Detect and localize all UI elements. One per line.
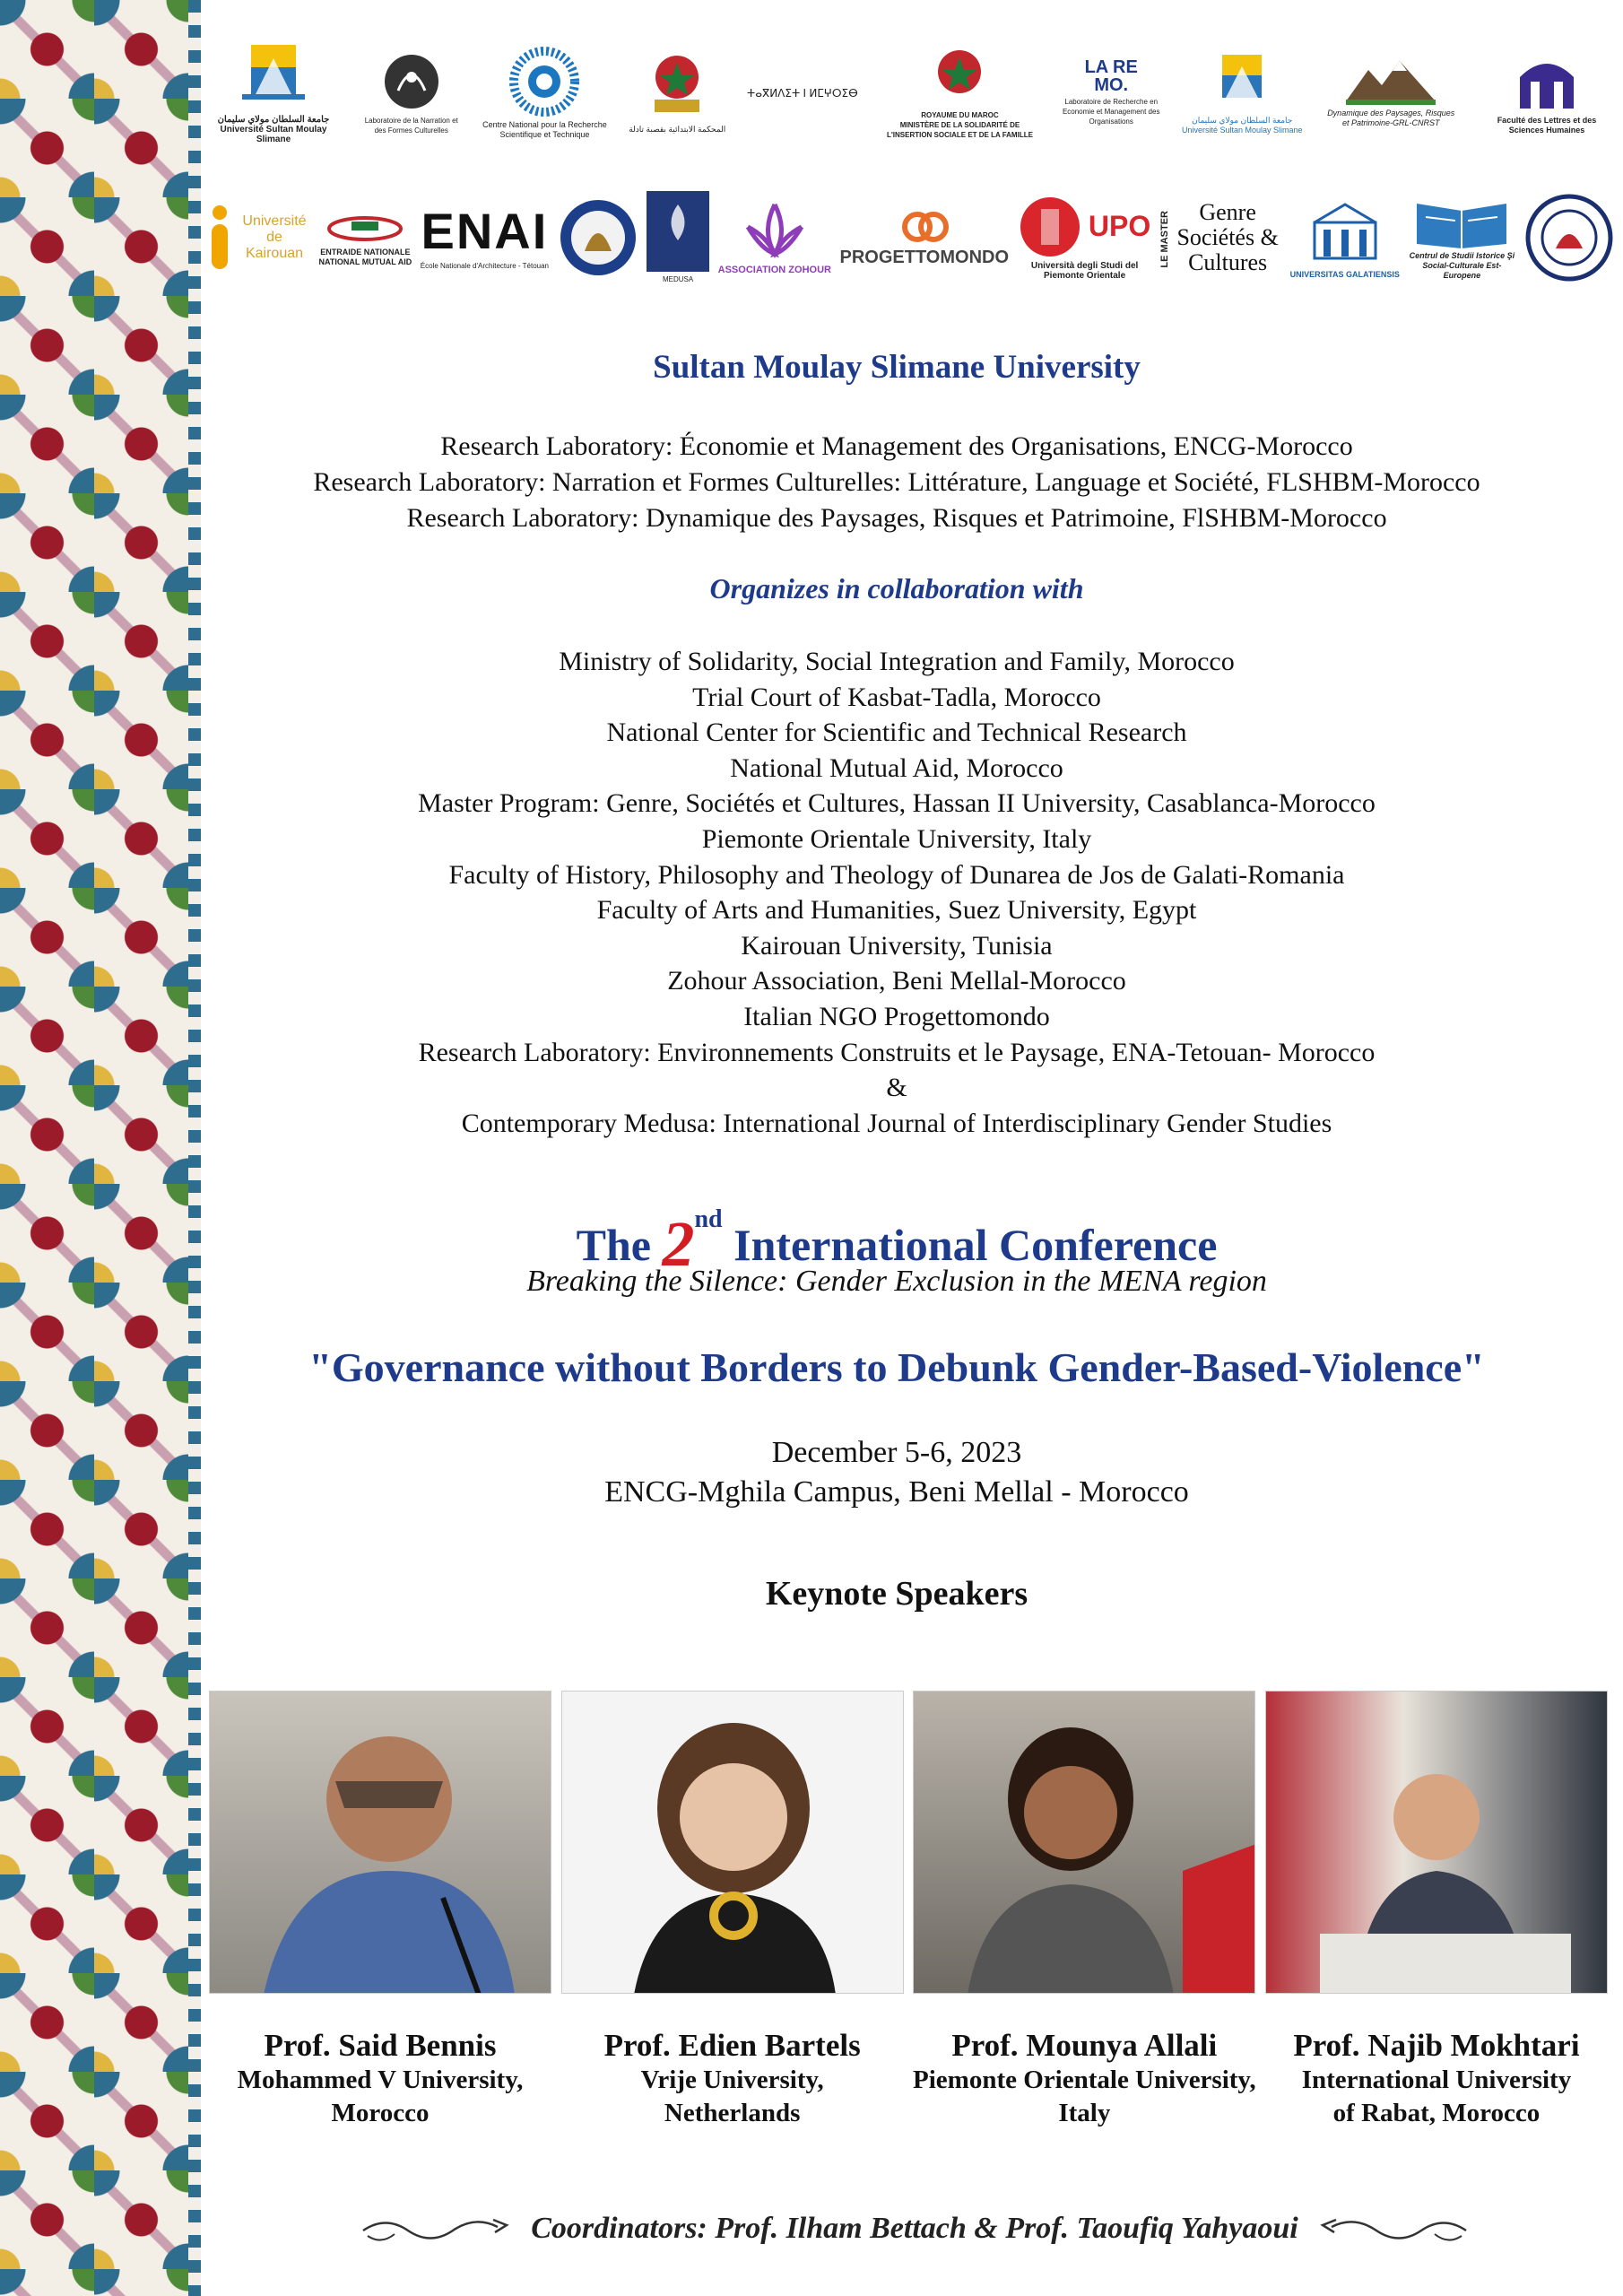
mutual-aid-logo: ENTRAIDE NATIONALE NATIONAL MUTUAL AID bbox=[319, 209, 412, 267]
upo-wordmark: UPO bbox=[1088, 210, 1151, 242]
right-flourish-icon bbox=[1318, 2211, 1471, 2247]
conference-prefix: The bbox=[576, 1220, 651, 1270]
partner-logos-row-2 bbox=[206, 184, 1614, 291]
ena-logo: ENAI École Nationale d'Architecture - Tétouan bbox=[420, 203, 550, 270]
lab-line: Research Laboratory: Dynamique des Paysages, Risques et Patrimoine, FlSHBM-Morocco bbox=[406, 503, 1387, 533]
partner-line: Faculty of Arts and Humanities, Suez University, Egypt bbox=[596, 895, 1197, 926]
partner-line: Master Program: Genre, Sociétés et Cultures, Hassan II University, Casablanca-Morocco bbox=[418, 788, 1376, 819]
upo-logo: UPO Università degli Studi del Piemonte Orientale bbox=[1018, 196, 1152, 281]
centrul-studii-logo: Centrul de Studii Istorice Şi Social-Culturale Est-Europene bbox=[1408, 195, 1515, 281]
partner-line: National Center for Scientific and Technical Research bbox=[606, 718, 1187, 748]
lab-line: Research Laboratory: Narration et Formes Culturelles: Littérature, Language et Société, FLSHBM-Morocco bbox=[313, 467, 1480, 497]
coordinators-row bbox=[287, 2202, 1542, 2256]
speaker-card bbox=[560, 1691, 905, 2130]
kairouan-wordmark: Université de Kairouan bbox=[242, 213, 307, 261]
genre-wordmark: Genre Sociétés & Cultures bbox=[1176, 199, 1279, 275]
ordinal-suffix: nd bbox=[694, 1205, 723, 1233]
cnrst-logo: Centre National pour la Recherche Scientifique et Technique bbox=[482, 46, 607, 140]
speaker-photo bbox=[561, 1691, 904, 1994]
partner-line: Italian NGO Progettomondo bbox=[743, 1001, 1050, 1031]
partner-line: National Mutual Aid, Morocco bbox=[730, 752, 1063, 783]
speaker-affiliation: Mohammed V University, bbox=[237, 2066, 524, 2094]
progettomondo-logo bbox=[840, 207, 1010, 268]
conference-subtitle: Breaking the Silence: Gender Exclusion in the MENA region bbox=[526, 1265, 1267, 1298]
keynote-heading: Keynote Speakers bbox=[765, 1575, 1028, 1613]
speaker-affiliation: Netherlands bbox=[664, 2099, 801, 2127]
galati-logo bbox=[558, 197, 638, 278]
partners-list bbox=[206, 644, 1587, 1141]
speaker-card bbox=[1264, 1691, 1609, 2130]
partner-line: Piemonte Orientale University, Italy bbox=[701, 823, 1092, 854]
partner-line: Contemporary Medusa: International Journal of Interdisciplinary Gender Studies bbox=[461, 1108, 1332, 1138]
speaker-card bbox=[208, 1691, 552, 2130]
partner-line: Trial Court of Kasbat-Tadla, Morocco bbox=[692, 682, 1101, 712]
speaker-name: Prof. Edien Bartels bbox=[603, 2028, 861, 2063]
collaboration-heading: Organizes in collaboration with bbox=[709, 572, 1084, 604]
partner-line: Zohour Association, Beni Mellal-Morocco bbox=[667, 966, 1126, 996]
suez-university-logo bbox=[1524, 193, 1614, 283]
conference-name: International Conference bbox=[733, 1220, 1218, 1270]
conference-date-venue bbox=[206, 1433, 1587, 1512]
laremo-wordmark: LA RE MO. bbox=[1084, 57, 1138, 95]
left-flourish-icon bbox=[359, 2211, 511, 2247]
university-title: Sultan Moulay Slimane University bbox=[653, 349, 1141, 386]
ministry-solidarity-logo: ROYAUME DU MAROC MINISTÈRE DE LA SOLIDARITÉ DE L'INSERTION SOCIALE ET DE LA FAMILLE bbox=[879, 45, 1040, 140]
ena-wordmark: ENAI bbox=[421, 203, 549, 259]
speaker-affiliation: Italy bbox=[1058, 2099, 1111, 2127]
progettomondo-wordmark: PROGETTOMONDO bbox=[839, 248, 1010, 267]
conference-date: December 5-6, 2023 bbox=[771, 1436, 1022, 1469]
paysages-lab-logo: Dynamique des Paysages, Risques et Patrimoine-GRL-CNRST bbox=[1324, 57, 1458, 128]
speaker-name: Prof. Mounya Allali bbox=[951, 2028, 1218, 2063]
decorative-border bbox=[0, 0, 188, 2296]
partner-logos-row-1 bbox=[206, 25, 1614, 160]
coordinators-text: Coordinators: Prof. Ilham Bettach & Prof. Taoufiq Yahyaoui bbox=[531, 2212, 1298, 2245]
partner-line: Research Laboratory: Environnements Construits et le Paysage, ENA-Tetouan- Morocco bbox=[418, 1037, 1376, 1067]
speaker-affiliation: Morocco bbox=[331, 2099, 430, 2127]
zohour-logo: ASSOCIATION ZOHOUR bbox=[718, 200, 831, 275]
lab-line: Research Laboratory: Économie et Management des Organisations, ENCG-Morocco bbox=[440, 431, 1353, 461]
speaker-affiliation: International University bbox=[1301, 2066, 1572, 2094]
conference-venue: ENCG-Mghila Campus, Beni Mellal - Morocco bbox=[604, 1475, 1189, 1509]
partner-line: Ministry of Solidarity, Social Integration and Family, Morocco bbox=[559, 647, 1235, 676]
speakers-row bbox=[208, 1691, 1609, 2130]
labs-list bbox=[206, 429, 1587, 536]
medusa-logo: MEDUSA bbox=[647, 191, 709, 284]
universitas-galatiensis-logo: UNIVERSITAS GALATIENSIS bbox=[1290, 196, 1400, 280]
conference-theme: "Governance without Borders to Debunk Gender-Based-Violence" bbox=[308, 1344, 1485, 1390]
speaker-affiliation: Vrije University, bbox=[640, 2066, 824, 2094]
speaker-photo bbox=[1265, 1691, 1608, 1994]
flsh-logo: Faculté des Lettres et des Sciences Humaines bbox=[1480, 50, 1614, 135]
usms-logo: جامعة السلطان مولاي سليمان Université Sultan Moulay Slimane bbox=[206, 40, 341, 144]
speaker-name: Prof. Najib Mokhtari bbox=[1293, 2028, 1580, 2063]
moroccan-justice-logo: المحكمة الابتدائية بقصبة تادلة bbox=[629, 50, 725, 135]
speaker-affiliation: Piemonte Orientale University, bbox=[913, 2066, 1256, 2094]
amazigh-text-logo: ⵜⴰⴳⵍⴷⵉⵜ ⵏ ⵍⵎⵖⵔⵉⴱ bbox=[747, 87, 858, 100]
usms-encg-logo: جامعة السلطان مولاي سليمان Université Sultan Moulay Slimane bbox=[1182, 50, 1303, 135]
narration-lab-logo: Laboratoire de la Narration et des Formes Culturelles bbox=[362, 50, 461, 135]
laremo-logo: LA RE MO. Laboratoire de Recherche en Economie et Management des Organisations bbox=[1062, 57, 1160, 126]
speaker-name: Prof. Said Bennis bbox=[264, 2028, 497, 2063]
master-genre-logo: LE MASTER Genre Sociétés & Cultures bbox=[1160, 200, 1281, 275]
speaker-photo bbox=[913, 1691, 1255, 1994]
speaker-photo bbox=[209, 1691, 551, 1994]
speaker-card bbox=[912, 1691, 1256, 2130]
conference-ordinal: 2nd bbox=[662, 1205, 723, 1280]
partner-line: & bbox=[886, 1073, 907, 1103]
partner-line: Kairouan University, Tunisia bbox=[741, 930, 1053, 961]
decorative-border-edge bbox=[188, 0, 201, 2296]
speaker-affiliation: of Rabat, Morocco bbox=[1332, 2099, 1541, 2127]
partner-line: Faculty of History, Philosophy and Theology of Dunarea de Jos de Galati-Romania bbox=[448, 859, 1345, 890]
kairouan-logo bbox=[206, 202, 310, 274]
